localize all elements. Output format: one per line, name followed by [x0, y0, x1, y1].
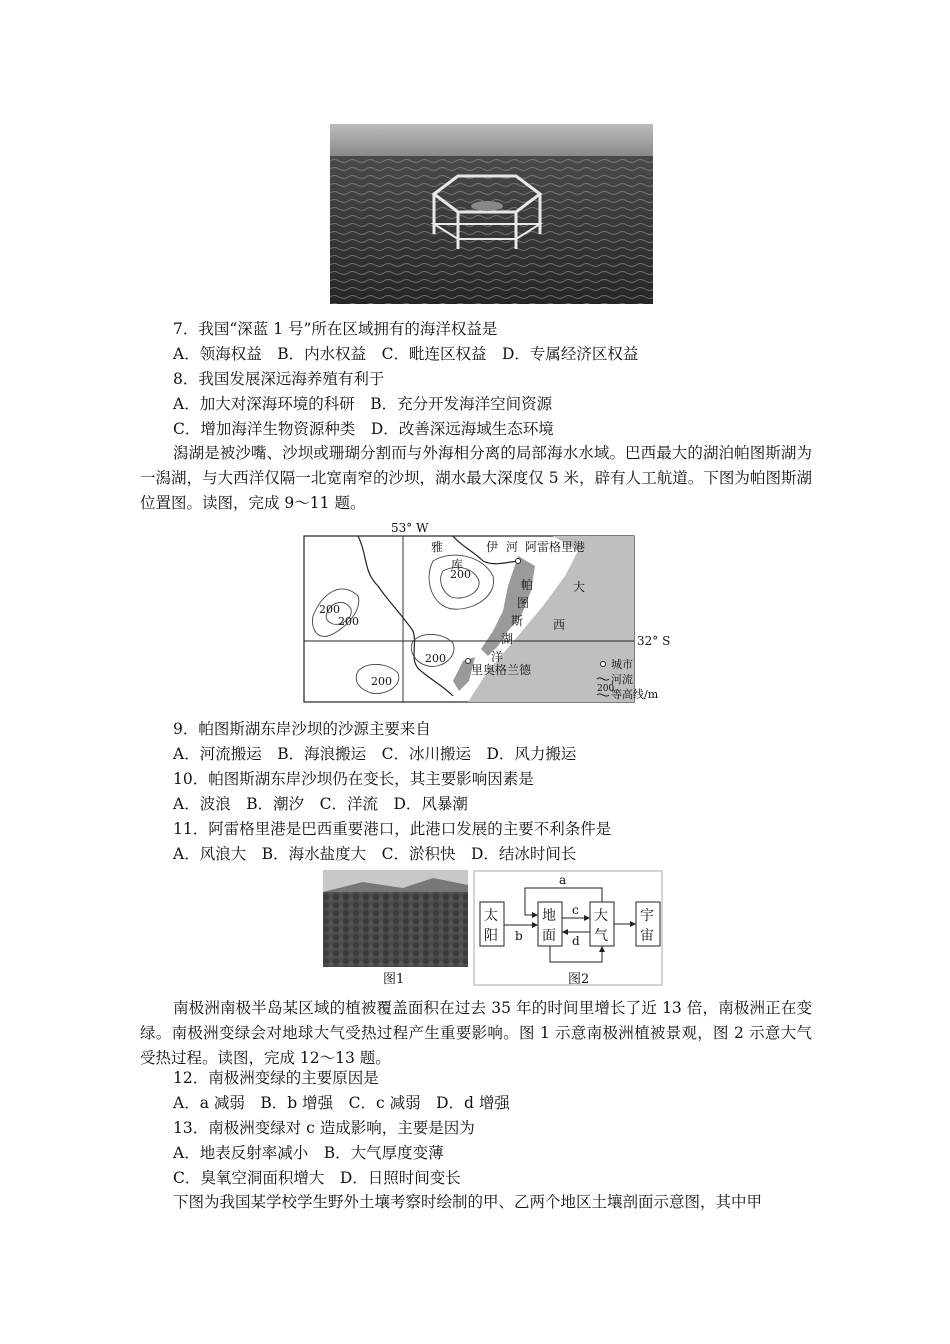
map-river-ku: 库 — [451, 558, 464, 572]
q8-stem: 8．我国发展深远海养殖有利于 — [173, 370, 385, 388]
antarctic-vegetation-photo — [323, 870, 468, 967]
aquaculture-cage-photo — [330, 124, 653, 304]
box-space-1: 宇 — [640, 908, 654, 924]
box-ground-2: 面 — [542, 928, 556, 944]
map-contour-5: 200 — [371, 675, 392, 688]
q13-stem: 13．南极洲变绿对 c 造成影响，主要是因为 — [173, 1119, 475, 1137]
passage-antarctica: 南极洲南极半岛某区域的植被覆盖面积在过去 35 年的时间里增长了近 13 倍，南极洲正在变绿。南极洲变绿会对地球大气受热过程产生重要影响。图 1 示意南极洲植被景观，图 2 示意大气受热过程。读图，完成 12～13 题。 — [140, 999, 812, 1067]
q12-stem: 12．南极洲变绿的主要原因是 — [173, 1069, 379, 1087]
box-sun-1: 太 — [484, 908, 498, 924]
passage-lagoon: 潟湖是被沙嘴、沙坝或珊瑚分割而与外海相分离的局部海水水域。巴西最大的湖泊帕图斯湖为一潟湖，与大西洋仅隔一北宽南窄的沙坝，湖水最大深度仅 5 米，辟有人工航道。下图为帕图斯湖位置图。读图，完成 9～11 题。 — [140, 444, 812, 512]
box-atm-1: 大 — [594, 908, 608, 924]
map-contour-2: 200 — [319, 603, 340, 616]
box-ground-1: 地 — [542, 908, 556, 924]
q9-options: A．河流搬运 B．海浪搬运 C．冰川搬运 D．风力搬运 — [173, 745, 577, 763]
q8-options-cd: C．增加海洋生物资源种类 D．改善深远海域生态环境 — [173, 420, 554, 438]
q10-stem: 10．帕图斯湖东岸沙坝仍在变长，其主要影响因素是 — [173, 770, 534, 788]
patos-lagoon-map — [303, 521, 683, 704]
legend-contour-num: 200 — [597, 684, 615, 694]
q8-options-ab: A．加大对深海环境的科研 B．充分开发海洋空间资源 — [173, 395, 553, 413]
q13-options-ab: A．地表反射率减小 B．大气厚度变薄 — [173, 1144, 444, 1162]
map-contour-1: 200 — [450, 568, 471, 581]
map-ocean-2: 西 — [553, 618, 566, 632]
label-b: b — [515, 929, 523, 943]
map-port-label: 阿雷格里港 — [525, 540, 586, 554]
map-lake-1: 帕 — [521, 578, 534, 592]
map-river-he: 河 — [506, 540, 519, 554]
map-city-riogrande: 里奥格兰德 — [471, 663, 532, 677]
q12-options: A．a 减弱 B．b 增强 C．c 减弱 D．d 增强 — [173, 1094, 510, 1112]
figure2-caption: 图2 — [568, 972, 590, 987]
figure1-caption: 图1 — [383, 972, 405, 987]
map-lake-3: 斯 — [511, 614, 524, 628]
box-sun-2: 阳 — [484, 928, 498, 944]
box-atm-2: 气 — [594, 928, 608, 944]
label-d: d — [572, 934, 580, 948]
box-space-2: 宙 — [640, 928, 654, 944]
q10-options: A．波浪 B．潮汐 C．洋流 D．风暴潮 — [173, 795, 468, 813]
map-contour-3: 200 — [338, 615, 359, 628]
q13-options-cd: C．臭氧空洞面积增大 D．日照时间变长 — [173, 1169, 461, 1187]
map-lake-4: 湖 — [501, 632, 514, 646]
map-contour-4: 200 — [425, 652, 446, 665]
q11-options: A．风浪大 B．海水盐度大 C．淤积快 D．结冰时间长 — [173, 845, 577, 863]
label-c: c — [572, 903, 579, 917]
map-lat-label: 32° S — [637, 634, 671, 648]
q9-stem: 9．帕图斯湖东岸沙坝的沙源主要来自 — [173, 720, 431, 738]
legend-city-label: 城市 — [611, 658, 633, 671]
map-lake-2: 图 — [517, 596, 530, 610]
passage-soil: 下图为我国某学校学生野外土壤考察时绘制的甲、乙两个地区土壤剖面示意图，其中甲 — [173, 1193, 763, 1211]
legend-river-label: 河流 — [611, 673, 633, 686]
q7-stem: 7．我国“深蓝 1 号”所在区域拥有的海洋权益是 — [173, 320, 498, 338]
map-river-ya: 雅 — [431, 540, 444, 554]
map-ocean-3: 洋 — [491, 650, 504, 664]
label-a: a — [559, 873, 567, 887]
q7-options: A．领海权益 B．内水权益 C．毗连区权益 D．专属经济区权益 — [173, 345, 639, 363]
map-river-yi: 伊 — [486, 540, 499, 554]
map-ocean-1: 大 — [573, 580, 586, 594]
q11-stem: 11．阿雷格里港是巴西重要港口，此港口发展的主要不利条件是 — [173, 820, 612, 838]
map-lon-label: 53° W — [391, 521, 429, 535]
legend-contour-label: 等高线/m — [611, 688, 659, 701]
